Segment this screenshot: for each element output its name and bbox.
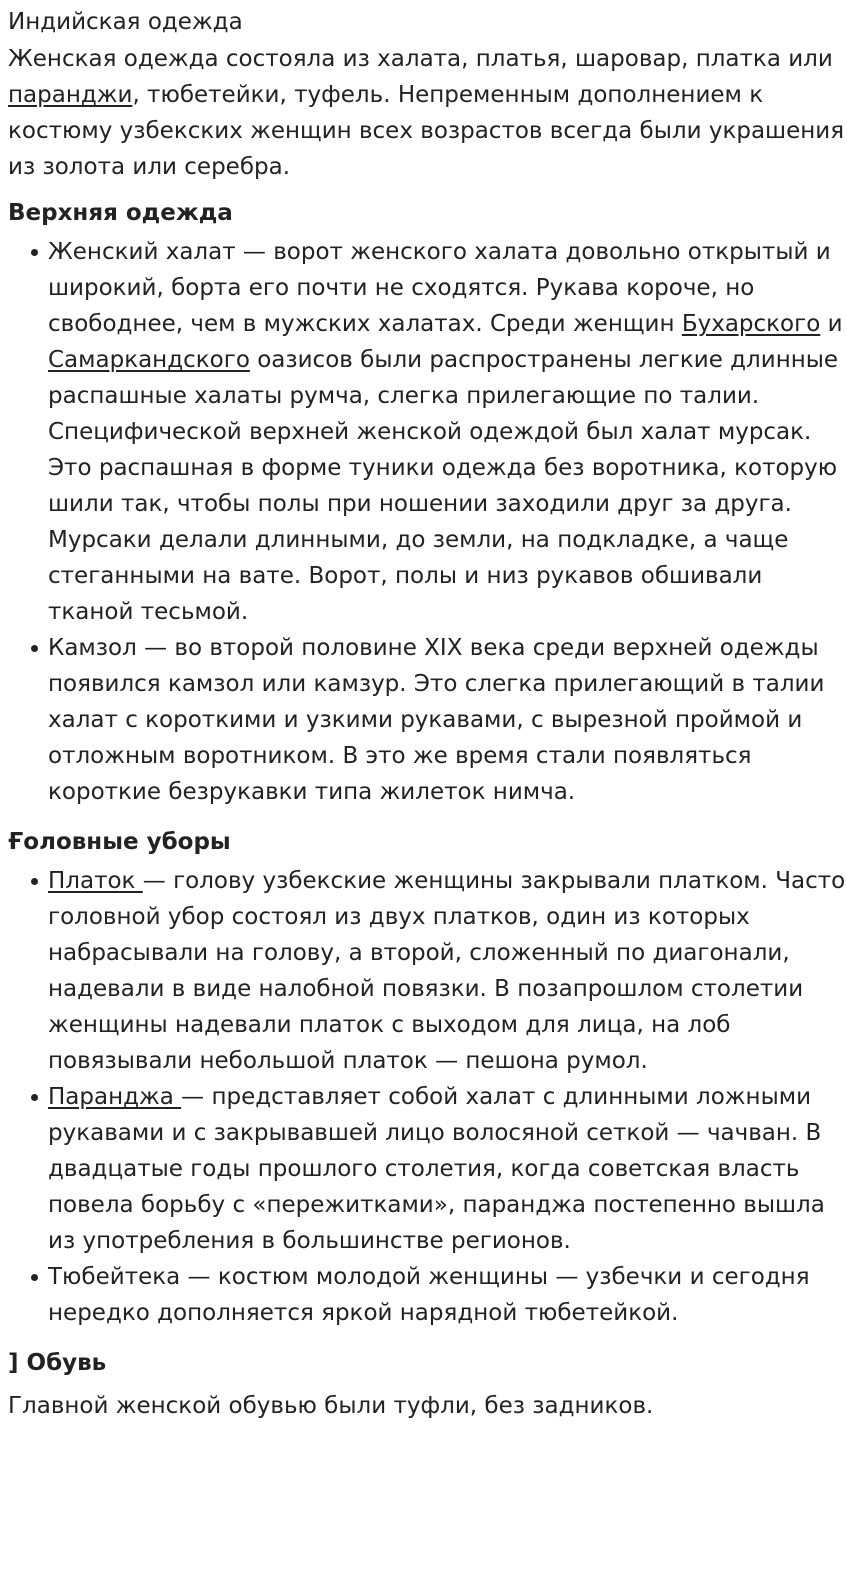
link-parandzha[interactable]: паранджи bbox=[8, 82, 133, 108]
headwear-list bbox=[8, 863, 847, 1331]
link-platok[interactable]: Платок bbox=[48, 868, 143, 894]
link-bukhara[interactable]: Бухарского bbox=[681, 311, 821, 337]
kamzol-text: Камзол — во второй половине XIX века среди верхней одежды появился камзол или камзур. Это слегка прилегающий в талии халат с короткими и узкими рукавами, с вырезной проймой и отложным воротником. В это же время стали появляться короткие безрукавки типа жилеток нимча. bbox=[48, 635, 825, 805]
parandzha-text: — представляет собой халат с длинными ложными рукавами и с закрывавшей лицо волосяной сеткой — чачван. В двадцатые годы прошлого столетия, когда советская власть повела борьбу с «пережитками», паранджа постепенно вышла из употребления в большинстве регионов. bbox=[48, 1084, 825, 1254]
heading-outerwear: Верхняя одежда bbox=[8, 200, 233, 226]
heading-headwear: Ғоловные уборы bbox=[8, 829, 231, 855]
list-item-womens-robe bbox=[8, 234, 847, 630]
tyubeteyka-text: Тюбейтека — костюм молодой женщины — узбечки и сегодня нередко дополняется яркой нарядной тюбетейкой. bbox=[48, 1264, 810, 1326]
robe-text-2: и bbox=[820, 311, 843, 337]
robe-text-3: оазисов были распространены легкие длинные распашные халаты румча, слегка прилегающие по талии. Специфической верхней женской одеждой был халат мурсак. Это распашная в форме туники одежда без воротника, которую шили так, чтобы полы при ношении заходили друг за друга. Мурсаки делали длинными, до земли, на подкладке, а чаще стеганными на вате. Ворот, полы и низ рукавов обшивали тканой тесьмой. bbox=[48, 347, 839, 625]
heading-footwear: ] Обувь bbox=[8, 1350, 107, 1376]
footwear-paragraph: Главной женской обувью были туфли, без задников. bbox=[8, 1393, 654, 1419]
list-item-tyubeteyka bbox=[8, 1259, 847, 1331]
page-title: Индийская одежда bbox=[8, 9, 243, 35]
platok-text: — голову узбекские женщины закрывали платком. Часто головной убор состоял из двух платков, один из которых набрасывали на голову, а второй, сложенный по диагонали, надевали в виде налобной повязки. В позапрошлом столетии женщины надевали платок с выходом для лица, на лоб повязывали небольшой платок — пешона румол. bbox=[48, 868, 846, 1074]
list-item-kamzol bbox=[8, 630, 847, 810]
robe-text-1: Женский халат — ворот женского халата довольно открытый и широкий, борта его почти не сходятся. Рукава короче, но свободнее, чем в мужских халатах. Среди женщин bbox=[48, 239, 831, 337]
intro-paragraph bbox=[8, 41, 847, 185]
outerwear-list bbox=[8, 234, 847, 810]
link-parandzha-item[interactable]: Паранджа bbox=[48, 1084, 182, 1110]
intro-text-1: Женская одежда состояла из халата, платья, шаровар, платка или bbox=[8, 46, 833, 72]
intro-text-2: , тюбетейки, туфель. Непременным дополнением к костюму узбекских женщин всех возрастов всегда были украшения из золота или серебра. bbox=[8, 82, 845, 180]
list-item-platok bbox=[8, 863, 847, 1079]
list-item-parandzha bbox=[8, 1079, 847, 1259]
link-samarkand[interactable]: Самаркандского bbox=[48, 347, 250, 373]
